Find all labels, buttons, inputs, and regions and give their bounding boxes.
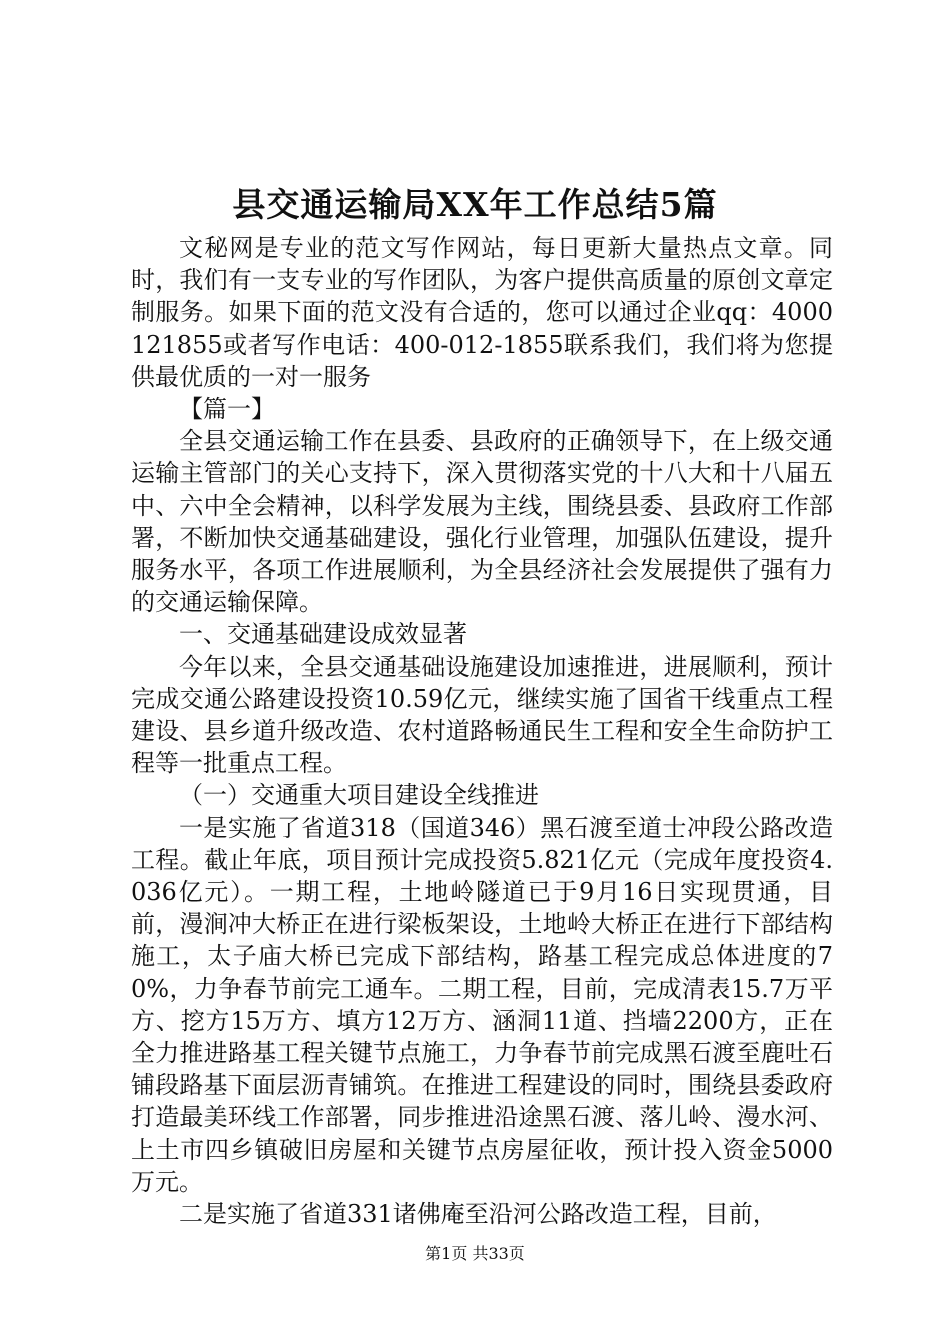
body-paragraph: 今年以来，全县交通基础设施建设加速推进，进展顺利，预计完成交通公路建设投资10.59亿元，继续实施了国省干线重点工程建设、县乡道升级改造、农村道路畅通民生工程和安全生命防护工程等一批重点工程。 xyxy=(131,652,833,778)
page-footer: 第1页 共33页 xyxy=(425,1244,525,1263)
section-heading: 一、交通基础建设成效显著 xyxy=(179,620,467,649)
document-body xyxy=(131,232,833,1230)
intro-paragraph: 文秘网是专业的范文写作网站，每日更新大量热点文章。同时，我们有一支专业的写作团队，为客户提供高质量的原创文章定制服务。如果下面的范文没有合适的，您可以通过企业qq：4000121855或者写作电话：400-012-1855联系我们，我们将为您提供最优质的一对一服务 xyxy=(131,234,833,391)
body-paragraph: 全县交通运输工作在县委、县政府的正确领导下，在上级交通运输主管部门的关心支持下，深入贯彻落实党的十八大和十八届五中、六中全会精神，以科学发展为主线，围绕县委、县政府工作部署，不断加快交通基础建设，强化行业管理，加强队伍建设，提升服务水平，各项工作进展顺利，为全县经济社会发展提供了强有力的交通运输保障。 xyxy=(131,427,833,617)
section-heading-part-one: 【篇一】 xyxy=(179,395,275,424)
body-paragraph: 一是实施了省道318（国道346）黑石渡至道士冲段公路改造工程。截止年底，项目预计完成投资5.821亿元（完成年度投资4.036亿元）。一期工程，土地岭隧道已于9月16日实现贯通，目前，漫涧冲大桥正在进行梁板架设，土地岭大桥正在进行下部结构施工，太子庙大桥已完成下部结构，路基工程完成总体进度的70%，力争春节前完工通车。二期工程，目前，完成清表15.7万平方、挖方15万方、填方12万方、涵洞11道、挡墙2200方，正在全力推进路基工程关键节点施工，力争春节前完成黑石渡至鹿吐石铺段路基下面层沥青铺筑。在推进工程建设的同时，围绕县委政府打造最美环线工作部署，同步推进沿途黑石渡、落儿岭、漫水河、上土市四乡镇破旧房屋和关键节点房屋征收，预计投入资金5000万元。 xyxy=(131,813,833,1196)
body-paragraph: 二是实施了省道331诸佛庵至沿河公路改造工程，目前， xyxy=(179,1200,777,1229)
document-title: 县交通运输局XX年工作总结5篇 xyxy=(232,185,718,224)
subsection-heading: （一）交通重大项目建设全线推进 xyxy=(179,781,539,810)
